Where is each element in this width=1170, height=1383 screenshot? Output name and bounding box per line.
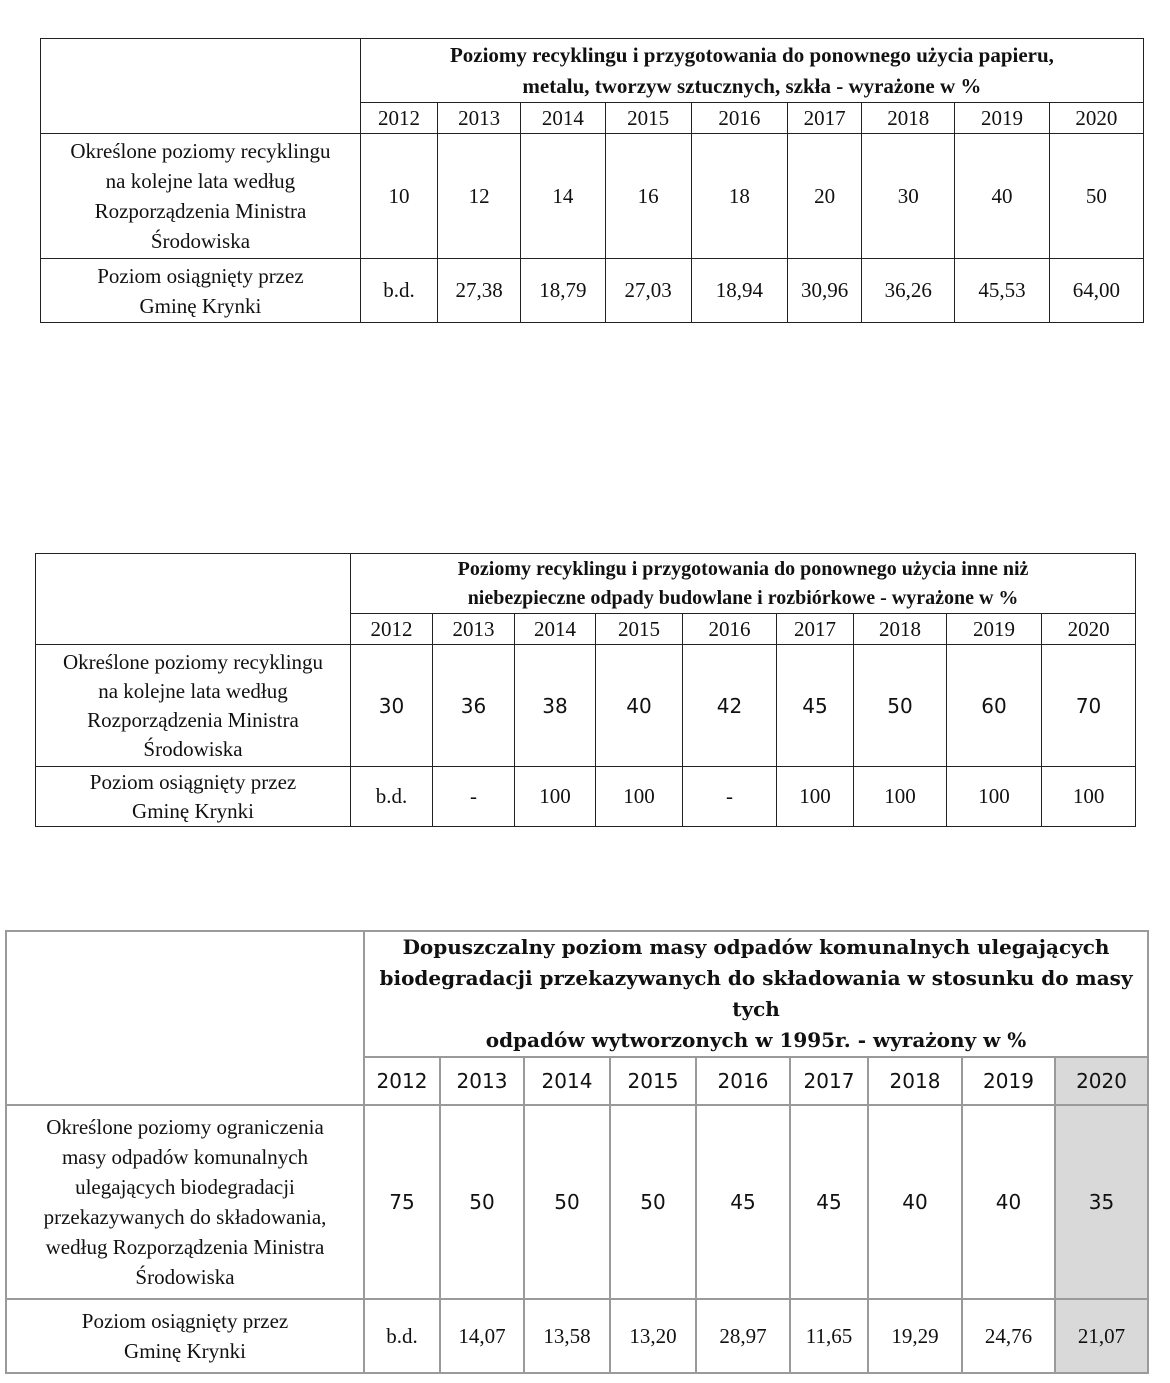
achieved-value-cell: 64,00 xyxy=(1049,259,1143,323)
target-value-cell: 70 xyxy=(1042,645,1136,767)
year-header: 2020 xyxy=(1049,103,1143,134)
target-value-cell: 50 xyxy=(854,645,947,767)
year-header: 2020 xyxy=(1042,614,1136,645)
label-line: według Rozporządzenia Ministra xyxy=(45,1235,325,1259)
row-label-target-levels xyxy=(36,645,351,767)
target-value-cell: 18 xyxy=(691,134,787,259)
label-line: Środowiska xyxy=(150,229,251,253)
target-value-cell: 40 xyxy=(955,134,1049,259)
target-value-cell: 20 xyxy=(787,134,861,259)
target-value-cell: 50 xyxy=(524,1105,610,1299)
recycling-construction-waste-table xyxy=(35,553,1136,827)
target-value-cell: 40 xyxy=(962,1105,1055,1299)
target-value-cell: 40 xyxy=(868,1105,962,1299)
achieved-value-cell: 13,20 xyxy=(610,1299,696,1373)
year-header: 2013 xyxy=(433,614,515,645)
year-header: 2014 xyxy=(524,1057,610,1105)
table-title xyxy=(364,931,1148,1057)
label-line: ulegających biodegradacji xyxy=(75,1175,295,1199)
title-line: odpadów wytworzonych w 1995r. - wyrażony w % xyxy=(485,1028,1027,1052)
target-value-cell: 36 xyxy=(433,645,515,767)
label-line: Gminę Krynki xyxy=(139,293,262,318)
year-header: 2012 xyxy=(364,1057,440,1105)
label-line: Poziom osiągnięty przez xyxy=(81,1309,289,1333)
target-value-cell: 30 xyxy=(862,134,955,259)
target-value-cell: 50 xyxy=(440,1105,524,1299)
achieved-value-cell: 18,79 xyxy=(521,259,605,323)
achieved-value-cell: 27,38 xyxy=(438,259,521,323)
year-header: 2013 xyxy=(440,1057,524,1105)
label-line: Rozporządzenia Ministra xyxy=(94,199,307,223)
empty-header-cell xyxy=(6,931,364,1105)
year-header: 2014 xyxy=(515,614,596,645)
achieved-value-cell: 27,03 xyxy=(605,259,691,323)
year-header: 2015 xyxy=(610,1057,696,1105)
row-label-achieved-level xyxy=(41,259,361,323)
target-value-cell: 40 xyxy=(596,645,683,767)
achieved-value-cell: 100 xyxy=(1042,767,1136,827)
year-header: 2016 xyxy=(691,103,787,134)
year-header: 2016 xyxy=(683,614,777,645)
label-line: Środowiska xyxy=(143,736,243,761)
label-line: Określone poziomy recyklingu xyxy=(70,139,331,163)
table-title xyxy=(360,39,1143,103)
achieved-value-cell: 100 xyxy=(947,767,1042,827)
target-value-cell-highlighted: 35 xyxy=(1055,1105,1148,1299)
target-value-cell: 75 xyxy=(364,1105,440,1299)
achieved-value-cell: 19,29 xyxy=(868,1299,962,1373)
row-label-achieved-level xyxy=(36,767,351,827)
target-value-cell: 16 xyxy=(605,134,691,259)
year-header: 2016 xyxy=(696,1057,790,1105)
target-value-cell: 45 xyxy=(790,1105,868,1299)
achieved-value-cell: 28,97 xyxy=(696,1299,790,1373)
achieved-value-cell-highlighted: 21,07 xyxy=(1055,1299,1148,1373)
target-value-cell: 38 xyxy=(515,645,596,767)
year-header: 2015 xyxy=(605,103,691,134)
achieved-value-cell: 18,94 xyxy=(691,259,787,323)
target-value-cell: 50 xyxy=(610,1105,696,1299)
year-header: 2017 xyxy=(790,1057,868,1105)
year-header: 2019 xyxy=(955,103,1049,134)
row-label-target-levels xyxy=(6,1105,364,1299)
target-value-cell: 50 xyxy=(1049,134,1143,259)
achieved-value-cell: 14,07 xyxy=(440,1299,524,1373)
empty-header-cell xyxy=(36,554,351,645)
label-line: Określone poziomy recyklingu xyxy=(62,649,324,674)
target-value-cell: 30 xyxy=(351,645,433,767)
year-header: 2012 xyxy=(351,614,433,645)
label-line: Gminę Krynki xyxy=(124,1339,246,1363)
target-value-cell: 12 xyxy=(438,134,521,259)
label-line: Poziom osiągnięty przez xyxy=(97,263,304,288)
year-header: 2018 xyxy=(854,614,947,645)
row-label-achieved-level xyxy=(6,1299,364,1373)
title-line: Poziomy recyklingu i przygotowania do ponownego użycia papieru, xyxy=(449,42,1054,67)
year-header: 2018 xyxy=(868,1057,962,1105)
label-line: na kolejne lata według xyxy=(105,169,296,193)
achieved-value-cell: b.d. xyxy=(360,259,437,323)
achieved-value-cell: 100 xyxy=(515,767,596,827)
biodegradable-waste-landfill-table xyxy=(5,930,1149,1374)
target-value-cell: 10 xyxy=(360,134,437,259)
year-header-highlighted: 2020 xyxy=(1055,1057,1148,1105)
target-value-cell: 45 xyxy=(696,1105,790,1299)
achieved-value-cell: b.d. xyxy=(364,1299,440,1373)
achieved-value-cell: 100 xyxy=(854,767,947,827)
achieved-value-cell: b.d. xyxy=(351,767,433,827)
year-header: 2014 xyxy=(521,103,605,134)
year-header: 2019 xyxy=(947,614,1042,645)
year-header: 2018 xyxy=(862,103,955,134)
target-value-cell: 14 xyxy=(521,134,605,259)
empty-header-cell xyxy=(41,39,361,134)
label-line: Gminę Krynki xyxy=(132,798,254,823)
year-header: 2013 xyxy=(438,103,521,134)
label-line: Środowiska xyxy=(135,1265,235,1289)
label-line: Określone poziomy ograniczenia xyxy=(46,1115,324,1139)
target-value-cell: 45 xyxy=(777,645,854,767)
year-header: 2017 xyxy=(787,103,861,134)
label-line: na kolejne lata według xyxy=(98,678,288,703)
label-line: masy odpadów komunalnych xyxy=(61,1145,309,1169)
year-header: 2019 xyxy=(962,1057,1055,1105)
title-line: biodegradacji przekazywanych do składowania w stosunku do masy tych xyxy=(379,966,1133,1021)
achieved-value-cell: 36,26 xyxy=(862,259,955,323)
achieved-value-cell: 24,76 xyxy=(962,1299,1055,1373)
target-value-cell: 42 xyxy=(683,645,777,767)
table-title xyxy=(351,554,1136,614)
recycling-paper-metal-plastic-glass-table xyxy=(40,38,1144,323)
label-line: przekazywanych do składowania, xyxy=(43,1205,327,1229)
target-value-cell: 60 xyxy=(947,645,1042,767)
title-line: Poziomy recyklingu i przygotowania do ponownego użycia inne niż xyxy=(457,557,1029,580)
achieved-value-cell: - xyxy=(433,767,515,827)
title-line: Dopuszczalny poziom masy odpadów komunalnych ulegających xyxy=(402,935,1110,959)
achieved-value-cell: 30,96 xyxy=(787,259,861,323)
achieved-value-cell: 100 xyxy=(596,767,683,827)
achieved-value-cell: 100 xyxy=(777,767,854,827)
row-label-target-levels xyxy=(41,134,361,259)
achieved-value-cell: - xyxy=(683,767,777,827)
year-header: 2017 xyxy=(777,614,854,645)
title-line: metalu, tworzyw sztucznych, szkła - wyrażone w % xyxy=(522,73,982,98)
achieved-value-cell: 45,53 xyxy=(955,259,1049,323)
year-header: 2012 xyxy=(360,103,437,134)
achieved-value-cell: 13,58 xyxy=(524,1299,610,1373)
label-line: Rozporządzenia Ministra xyxy=(87,707,299,732)
year-header: 2015 xyxy=(596,614,683,645)
achieved-value-cell: 11,65 xyxy=(790,1299,868,1373)
title-line: niebezpieczne odpady budowlane i rozbiórkowe - wyrażone w % xyxy=(467,586,1019,609)
label-line: Poziom osiągnięty przez xyxy=(89,769,297,794)
